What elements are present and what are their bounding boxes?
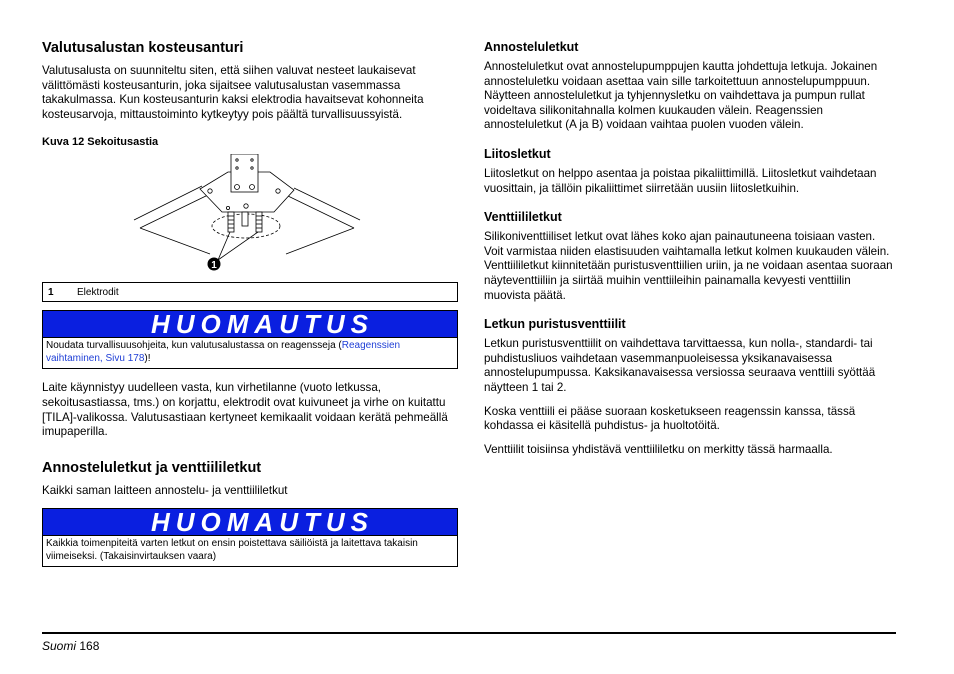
dosing-paragraph: Annosteluletkut ovat annostelupumppujen kautta johdettuja letkuja. Jokainen annosteluletku voidaan asettaa vain sille tarkoitettuun annostelupumppuun. Näytteen annosteluletkut ja tyhjennysletku on vaihdettava ja pumpun rullat voideltava silikonitahnalla kolmen kuukauden välein. Reagenssien annosteluletkut (A ja B) voidaan vaihtaa puolen vuoden välein. [484, 60, 878, 132]
callout-number: 1 [211, 260, 217, 272]
notice-title-2: HUOMAUTUS [43, 509, 457, 536]
notice-box-2 [42, 508, 458, 567]
notice-box-1 [42, 310, 458, 369]
pinch-paragraph-1: Letkun puristusventtiilit on vaihdettava tarvittaessa, kun nolla-, standardi- tai puhdistusliuos vaihdetaan vasemmanpuoleisessa yksikanavaisessa annostelupumpussa. Kaksikanavaisessa versiossa seuraava venttiili syöttää näytteen 1 tai 2. [484, 337, 876, 394]
page-footer [42, 639, 99, 653]
reagent-change-link[interactable]: Reagenssien vaihtaminen, Sivu 178 [46, 340, 401, 364]
footer-page-number: 168 [79, 639, 100, 653]
mixing-vessel-figure [42, 154, 458, 278]
sensor-paragraph: Valutusalusta on suunniteltu siten, että siihen valuvat nesteet laukaisevat välittömästi kosteusanturin, joka sijaitsee valutusalustan vasemmassa takakulmassa. Kun kosteusanturin kaksi elektrodia havaitsevat kohonneita kosteusarvoja, mittaustoiminto kytkeytyy pois päältä turvallisuussyistä. [42, 64, 424, 121]
footer-divider [42, 632, 896, 634]
notice-body-1 [43, 338, 457, 368]
connect-paragraph: Liitosletkut on helppo asentaa ja poistaa pikaliittimillä. Liitosletkut vaihdetaan vuosittain, ja tällöin pikaliittimet siirretään uusiin liitosletkuihin. [484, 166, 877, 195]
legend-text: Elektrodit [77, 286, 119, 298]
notice-text-1: Noudata turvallisuusohjeita, kun valutusalustassa on reagensseja ( [46, 340, 342, 352]
tubes-intro: Kaikki saman laitteen annostelu- ja venttiililetkut [42, 483, 288, 497]
figure-legend [42, 282, 458, 302]
section-title-tubes: Annosteluletkut ja venttiililetkut [42, 459, 262, 476]
notice-body-2: Kaikkia toimenpiteitä varten letkut on ensin poistettava säiliöistä ja laitettava takaisin viimeiseksi. (Takaisinvirtauksen vaara) [46, 538, 418, 562]
legend-number: 1 [48, 286, 54, 298]
restart-paragraph: Laite käynnistyy uudelleen vasta, kun virhetilanne (vuoto letkussa, sekoitusastiassa, tms.) on korjattu, elektrodit ovat kuivuneet ja virhe on kuitattu [TILA]-valikossa. Valutusastiaan kertyneet kemikaalit voidaan kerätä pehmeällä imupaperilla. [42, 381, 448, 439]
section-title-valve: Venttiililetkut [484, 210, 562, 225]
valve-paragraph: Silikoniventtiiliset letkut ovat lähes koko ajan painautuneena toisiaan vasten. Voit varmistaa niiden elastisuuden vaihtamalla letkut kolmen kuukauden välein. Venttiililetkut kiinnitetään puristusventtiilien uriin, ja ne voidaan asentaa suoraan näyteventtiiliin ja siirtää muihin venttiileihin painamalla kevyesti venttiilin muovista päätä. [484, 230, 893, 302]
section-title-sensor: Valutusalustan kosteusanturi [42, 40, 244, 56]
pinch-paragraph-3: Venttiilit toisiinsa yhdistävä venttiililetku on merkitty tässä harmaalla. [484, 442, 833, 456]
right-column [484, 40, 896, 466]
section-title-dosing: Annosteluletkut [484, 40, 579, 54]
notice-title-1: HUOMAUTUS [43, 311, 457, 338]
mixing-vessel-drawing [42, 154, 458, 278]
footer-language: Suomi [42, 639, 77, 653]
pinch-paragraph-2: Koska venttiili ei pääse suoraan kosketukseen reagenssin kanssa, tässä kohdassa ei käsitellä puhdistus- ja huoltotöitä. [484, 404, 856, 433]
figure-caption: Kuva 12 Sekoitusastia [42, 136, 159, 149]
section-title-pinch: Letkun puristusventtiilit [484, 317, 626, 332]
left-column [42, 40, 458, 579]
notice-text-1-end: )! [144, 352, 151, 364]
section-title-connect: Liitosletkut [484, 146, 551, 161]
